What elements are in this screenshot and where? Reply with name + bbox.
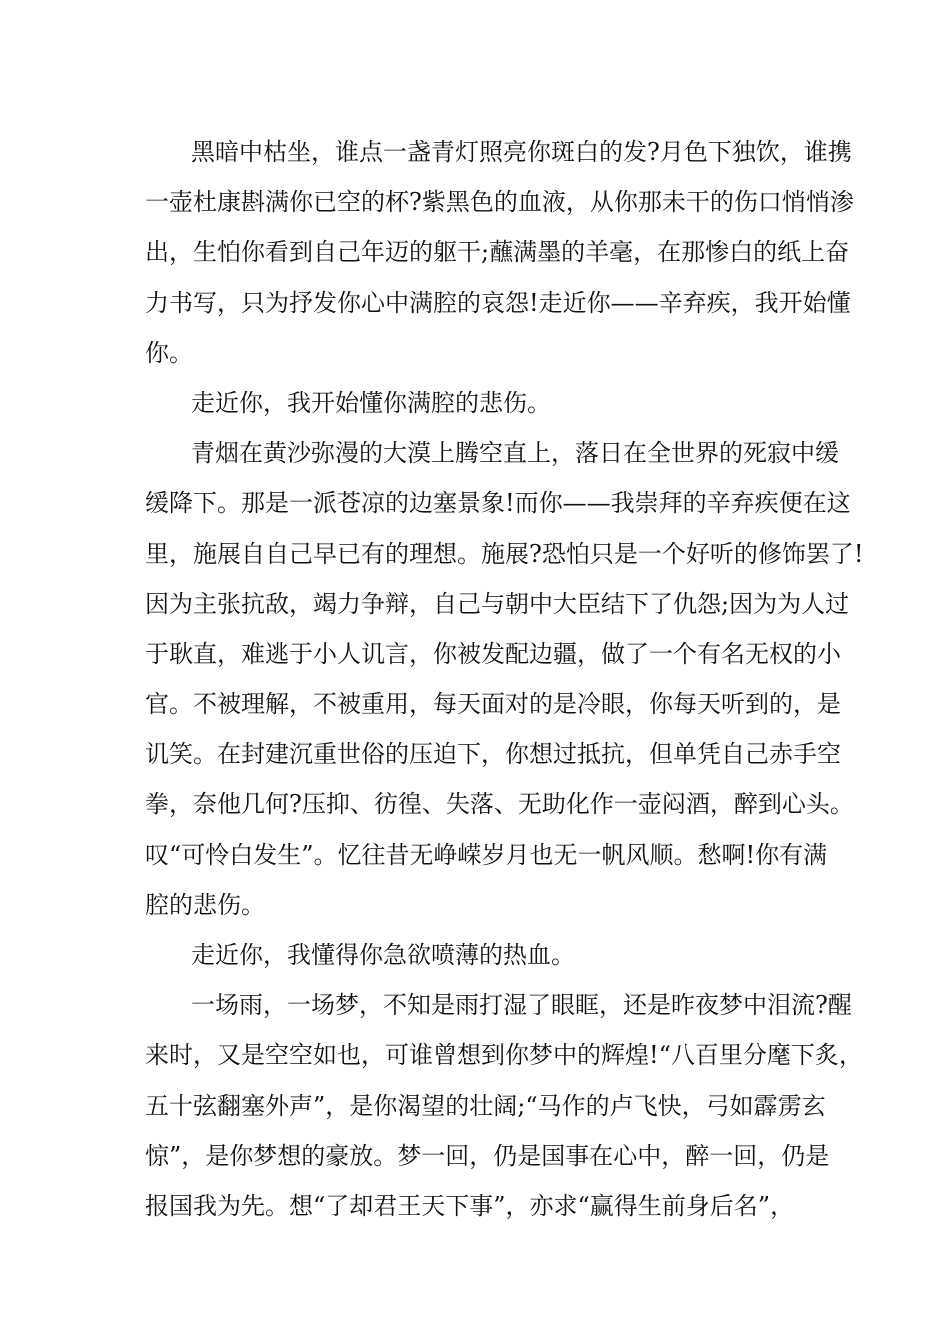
text-line: 叹“可怜白发生”。忆往昔无峥嵘岁月也无一帆风顺。愁啊!你有满 xyxy=(145,840,828,869)
text-line: 腔的悲伤。 xyxy=(145,890,265,919)
text-line: 一壶杜康斟满你已空的杯?紫黑色的血液，从你那未干的伤口悄悄渗 xyxy=(145,188,854,217)
text-line: 缓降下。那是一派苍凉的边塞景象!而你——我崇拜的辛弃疾便在这 xyxy=(145,489,851,518)
text-line: 你。 xyxy=(145,338,193,367)
text-line: 出，生怕你看到自己年迈的躯干;蘸满墨的羊毫，在那惨白的纸上奋 xyxy=(145,238,850,267)
text-line: 于耿直，难逃于小人讥言，你被发配边疆，做了一个有名无权的小 xyxy=(145,639,841,668)
text-line: 黑暗中枯坐，谁点一盏青灯照亮你斑白的发?月色下独饮，谁携 xyxy=(191,138,852,166)
text-line: 里，施展自自己早已有的理想。施展?恐怕只是一个好听的修饰罢了! xyxy=(145,539,864,568)
essay-body xyxy=(145,132,864,1236)
text-line: 走近你，我懂得你急欲喷薄的热血。 xyxy=(191,941,575,969)
text-line: 来时，又是空空如也，可谁曾想到你梦中的辉煌!“八百里分麾下炙， xyxy=(145,1041,863,1070)
text-line: 惊”，是你梦想的豪放。梦一回，仍是国事在心中，醉一回，仍是 xyxy=(145,1141,830,1170)
text-line: 报国我为先。想“了却君王天下事”，亦求“赢得生前身后名”， xyxy=(145,1191,795,1220)
text-line: 一场雨，一场梦，不知是雨打湿了眼眶，还是昨夜梦中泪流?醒 xyxy=(191,991,852,1020)
text-line: 力书写，只为抒发你心中满腔的哀怨!走近你——辛弃疾，我开始懂 xyxy=(145,288,851,317)
text-line: 走近你，我开始懂你满腔的悲伤。 xyxy=(191,388,551,417)
text-line: 讥笑。在封建沉重世俗的压迫下，你想过抵抗，但单凭自己赤手空 xyxy=(145,740,841,769)
text-line: 青烟在黄沙弥漫的大漠上腾空直上，落日在全世界的死寂中缓 xyxy=(191,439,839,468)
text-line: 拳，奈他几何?压抑、彷徨、失落、无助化作一壶闷酒，醉到心头。 xyxy=(145,790,854,819)
text-line: 五十弦翻塞外声”，是你渴望的壮阔;“马作的卢飞快，弓如霹雳玄 xyxy=(145,1091,826,1120)
text-line: 因为主张抗敌，竭力争辩，自己与朝中大臣结下了仇怨;因为为人过 xyxy=(145,589,850,618)
text-line: 官。不被理解，不被重用，每天面对的是冷眼，你每天听到的，是 xyxy=(145,690,841,719)
